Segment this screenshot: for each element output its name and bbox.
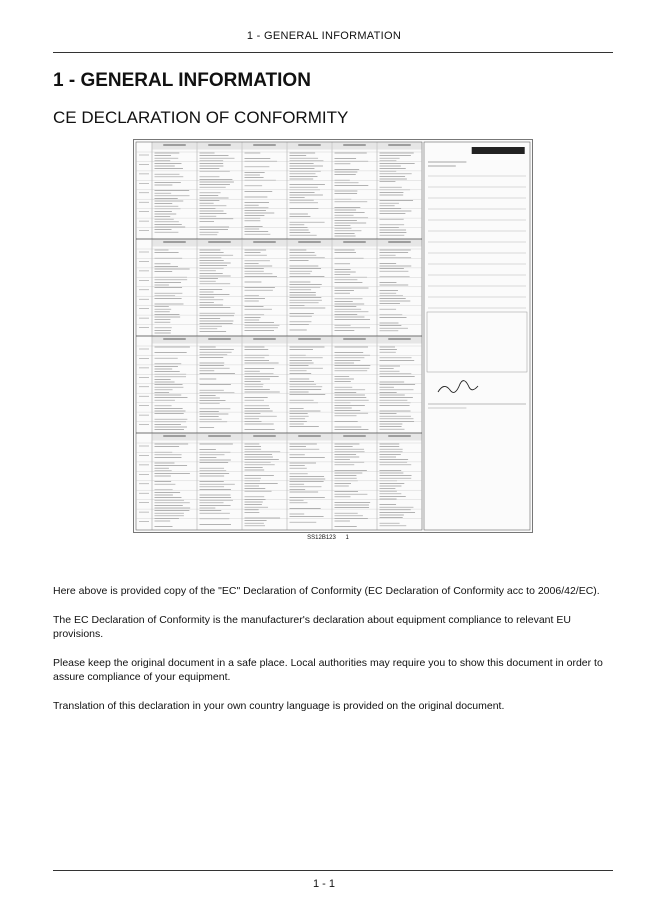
paragraph-1: Here above is provided copy of the "EC" Declaration of Conformity (EC Declaration of Conformity acc to 2006/42/EC). bbox=[53, 585, 600, 597]
declaration-document-image bbox=[133, 139, 533, 533]
declaration-scan bbox=[134, 140, 532, 532]
footer-rule bbox=[53, 870, 613, 871]
running-header: 1 - GENERAL INFORMATION bbox=[246, 30, 402, 42]
document-page: 1 bbox=[345, 535, 349, 541]
paragraph-2: The EC Declaration of Conformity is the manufacturer's declaration about equipment compliance to relevant EU provisions. bbox=[53, 614, 571, 640]
section-title: CE DECLARATION OF CONFORMITY bbox=[53, 108, 349, 127]
page-number: 1 - 1 bbox=[312, 878, 335, 890]
page-title: 1 - GENERAL INFORMATION bbox=[53, 70, 311, 91]
document-code: SS12B123 bbox=[307, 535, 336, 541]
document-id bbox=[0, 535, 648, 541]
header-rule bbox=[53, 52, 613, 53]
paragraph-4: Translation of this declaration in your own country language is provided on the original document. bbox=[53, 700, 505, 712]
paragraph-3: Please keep the original document in a safe place. Local authorities may require you to show this document in order to assure compliance of your equipment. bbox=[53, 657, 603, 683]
